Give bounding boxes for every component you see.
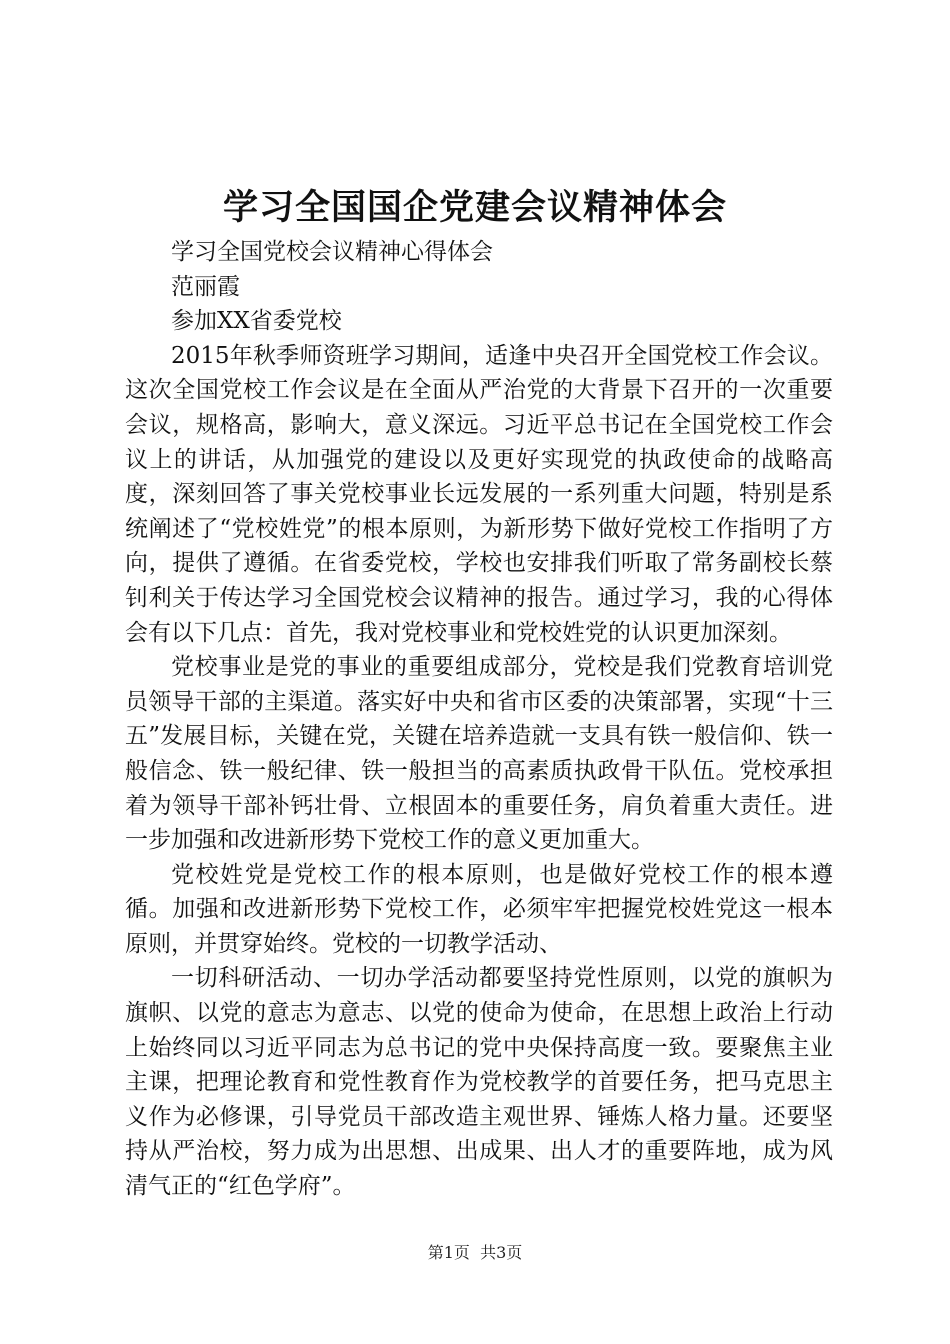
paragraph: 党校事业是党的事业的重要组成部分，党校是我们党教育培训党员领导干部的主渠道。落实好中央和省市区委的决策部署，实现“十三五”发展目标，关键在党，关键在培养造就一支具有铁一般信仰、铁一般信念、铁一般纪律、铁一般担当的高素质执政骨干队伍。党校承担着为领导干部补钙壮骨、立根固本的重要任务，肩负着重大责任。进一步加强和改进新形势下党校工作的意义更加重大。	[125, 654, 833, 854]
affiliation-line: 参加XX省委党校	[171, 308, 342, 335]
document-body	[125, 235, 833, 1204]
document-title: 学习全国国企党建会议精神体会	[222, 187, 727, 228]
author-line: 范丽霞	[171, 273, 240, 300]
paragraph: 一切科研活动、一切办学活动都要坚持党性原则，以党的旗帜为旗帜、以党的意志为意志、以党的使命为使命，在思想上政治上行动上始终同以习近平同志为总书记的党中央保持高度一致。要聚焦主业主课，把理论教育和党性教育作为党校教学的首要任务，把马克思主义作为必修课，引导党员干部改造主观世界、锤炼人格力量。还要坚持从严治校，努力成为出思想、出成果、出人才的重要阵地，成为风清气正的“红色学府”。	[125, 965, 833, 1200]
paragraph: 党校姓党是党校工作的根本原则，也是做好党校工作的根本遵循。加强和改进新形势下党校工作，必须牢牢把握党校姓党这一根本原则，并贯穿始终。党校的一切教学活动、	[125, 861, 833, 957]
page-number-footer: 第1页 共3页	[427, 1243, 523, 1262]
subtitle-line: 学习全国党校会议精神心得体会	[171, 239, 493, 265]
paragraph: 2015年秋季师资班学习期间，适逢中央召开全国党校工作会议。这次全国党校工作会议是在全面从严治党的大背景下召开的一次重要会议，规格高，影响大，意义深远。习近平总书记在全国党校工作会议上的讲话，从加强党的建设以及更好实现党的执政使命的战略高度，深刻回答了事关党校事业长远发展的一系列重大问题，特别是系统阐述了“党校姓党”的根本原则，为新形势下做好党校工作指明了方向，提供了遵循。在省委党校，学校也安排我们听取了常务副校长蔡钊利关于传达学习全国党校会议精神的报告。通过学习，我的心得体会有以下几点：首先，我对党校事业和党校姓党的认识更加深刻。	[125, 342, 833, 646]
